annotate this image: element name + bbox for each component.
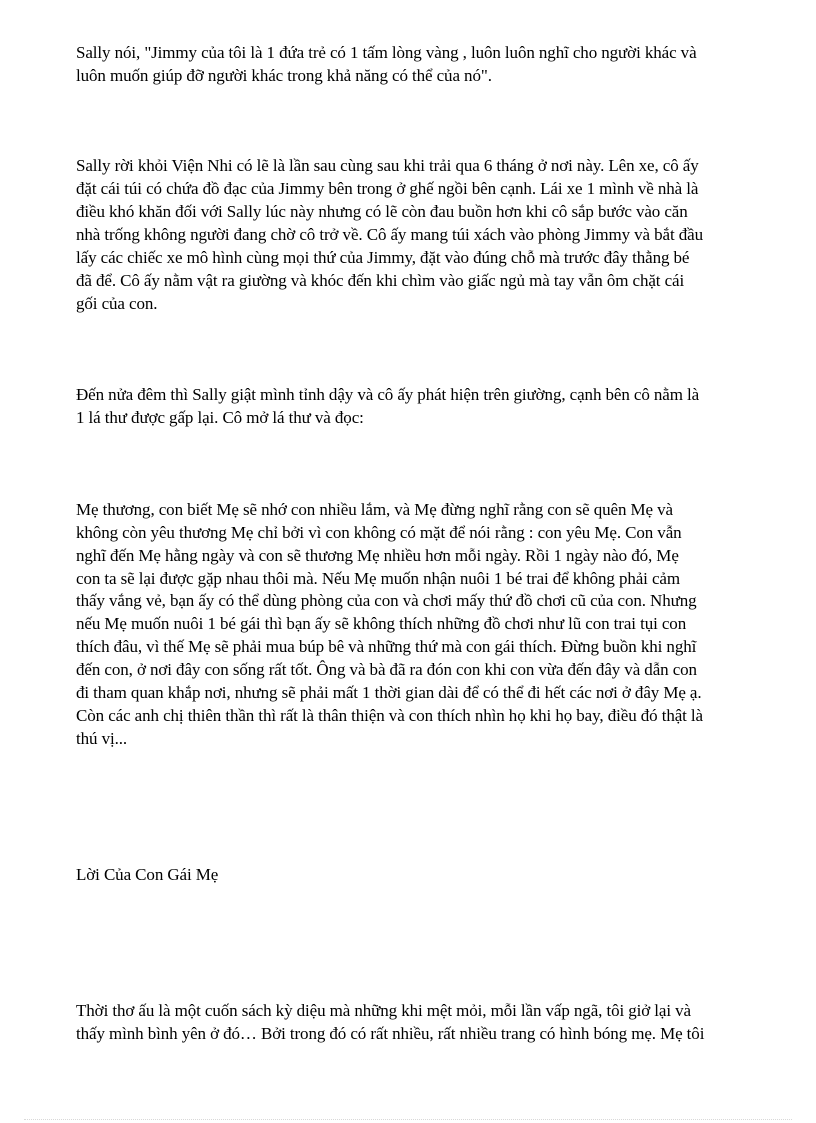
letter-line-8: đến con, ở nơi đây con sống rất tốt. Ông và bà đã ra đón con khi con vừa đến đây và dẫn con <box>76 660 697 679</box>
letter-line-9: đi tham quan khắp nơi, nhưng sẽ phải mất 1 thời gian dài để có thể đi hết các nơi ở đây Mẹ ạ. <box>76 683 702 702</box>
letter-line-2: không còn yêu thương Mẹ chỉ bởi vì con không có mặt để nói rằng : con yêu Mẹ. Con vẫn <box>76 523 682 542</box>
letter-line-5: thấy vắng vẻ, bạn ấy có thể dùng phòng của con và chơi mấy thứ đồ chơi cũ của con. Nhưng <box>76 591 697 610</box>
page-bottom-rule <box>24 1119 792 1120</box>
paragraph-1-line-1: Sally nói, "Jimmy của tôi là 1 đứa trẻ có 1 tấm lòng vàng , luôn luôn nghĩ cho người khác và <box>76 43 697 62</box>
letter-line-4: con ta sẽ lại được gặp nhau thôi mà. Nếu Mẹ muốn nhận nuôi 1 bé trai để không phải cảm <box>76 569 680 588</box>
paragraph-2-line-4: nhà trống không người đang chờ cô trở về. Cô ấy mang túi xách vào phòng Jimmy và bắt đầu <box>76 225 703 244</box>
letter-line-10: Còn các anh chị thiên thần thì rất là thân thiện và con thích nhìn họ khi họ bay, điều đó thật là <box>76 706 704 725</box>
paragraph-2-line-7: gối của con. <box>76 294 158 313</box>
paragraph-3-line-1: Đến nửa đêm thì Sally giật mình tỉnh dậy và cô ấy phát hiện trên giường, cạnh bên cô nằm là <box>76 385 700 404</box>
paragraph-2-line-2: đặt cái túi có chứa đồ đạc của Jimmy bên trong ở ghế ngồi bên cạnh. Lái xe 1 mình về nhà là <box>76 179 699 198</box>
paragraph-3-line-2: 1 lá thư được gấp lại. Cô mở lá thư và đọc: <box>76 408 364 427</box>
paragraph-2-line-5: lấy các chiếc xe mô hình cùng mọi thứ của Jimmy, đặt vào đúng chỗ mà trước đây thằng bé <box>76 248 690 267</box>
letter-line-7: thích đâu, vì thế Mẹ sẽ phải mua búp bê và những thứ mà con gái thích. Đừng buồn khi nghĩ <box>76 637 697 656</box>
paragraph-5-line-2: thấy mình bình yên ở đó… Bởi trong đó có rất nhiều, rất nhiều trang có hình bóng mẹ. Mẹ tôi <box>76 1024 705 1043</box>
section-heading: Lời Của Con Gái Mẹ <box>76 865 219 884</box>
paragraph-2-line-6: đã để. Cô ấy nằm vật ra giường và khóc đến khi chìm vào giấc ngủ mà tay vẫn ôm chặt cái <box>76 271 685 290</box>
letter-line-1: Mẹ thương, con biết Mẹ sẽ nhớ con nhiều lắm, và Mẹ đừng nghĩ rằng con sẽ quên Mẹ và <box>76 500 674 519</box>
paragraph-1-line-2: luôn muốn giúp đỡ người khác trong khả năng có thể của nó". <box>76 66 492 85</box>
paragraph-5-line-1: Thời thơ ấu là một cuốn sách kỳ diệu mà những khi mệt mỏi, mỗi lần vấp ngã, tôi giở lại và <box>76 1001 691 1020</box>
letter-line-11: thú vị... <box>76 729 128 748</box>
letter-line-3: nghĩ đến Mẹ hằng ngày và con sẽ thương Mẹ nhiều hơn mỗi ngày. Rồi 1 ngày nào đó, Mẹ <box>76 546 679 565</box>
letter-line-6: nếu Mẹ muốn nuôi 1 bé gái thì bạn ấy sẽ không thích những đồ chơi như lũ con trai tụi con <box>76 614 687 633</box>
paragraph-2-line-3: điều khó khăn đối với Sally lúc này nhưng có lẽ còn đau buồn hơn khi cô sắp bước vào căn <box>76 202 688 221</box>
paragraph-2-line-1: Sally rời khỏi Viện Nhi có lẽ là lần sau cùng sau khi trải qua 6 tháng ở nơi này. Lên xe, cô ấy <box>76 156 699 175</box>
